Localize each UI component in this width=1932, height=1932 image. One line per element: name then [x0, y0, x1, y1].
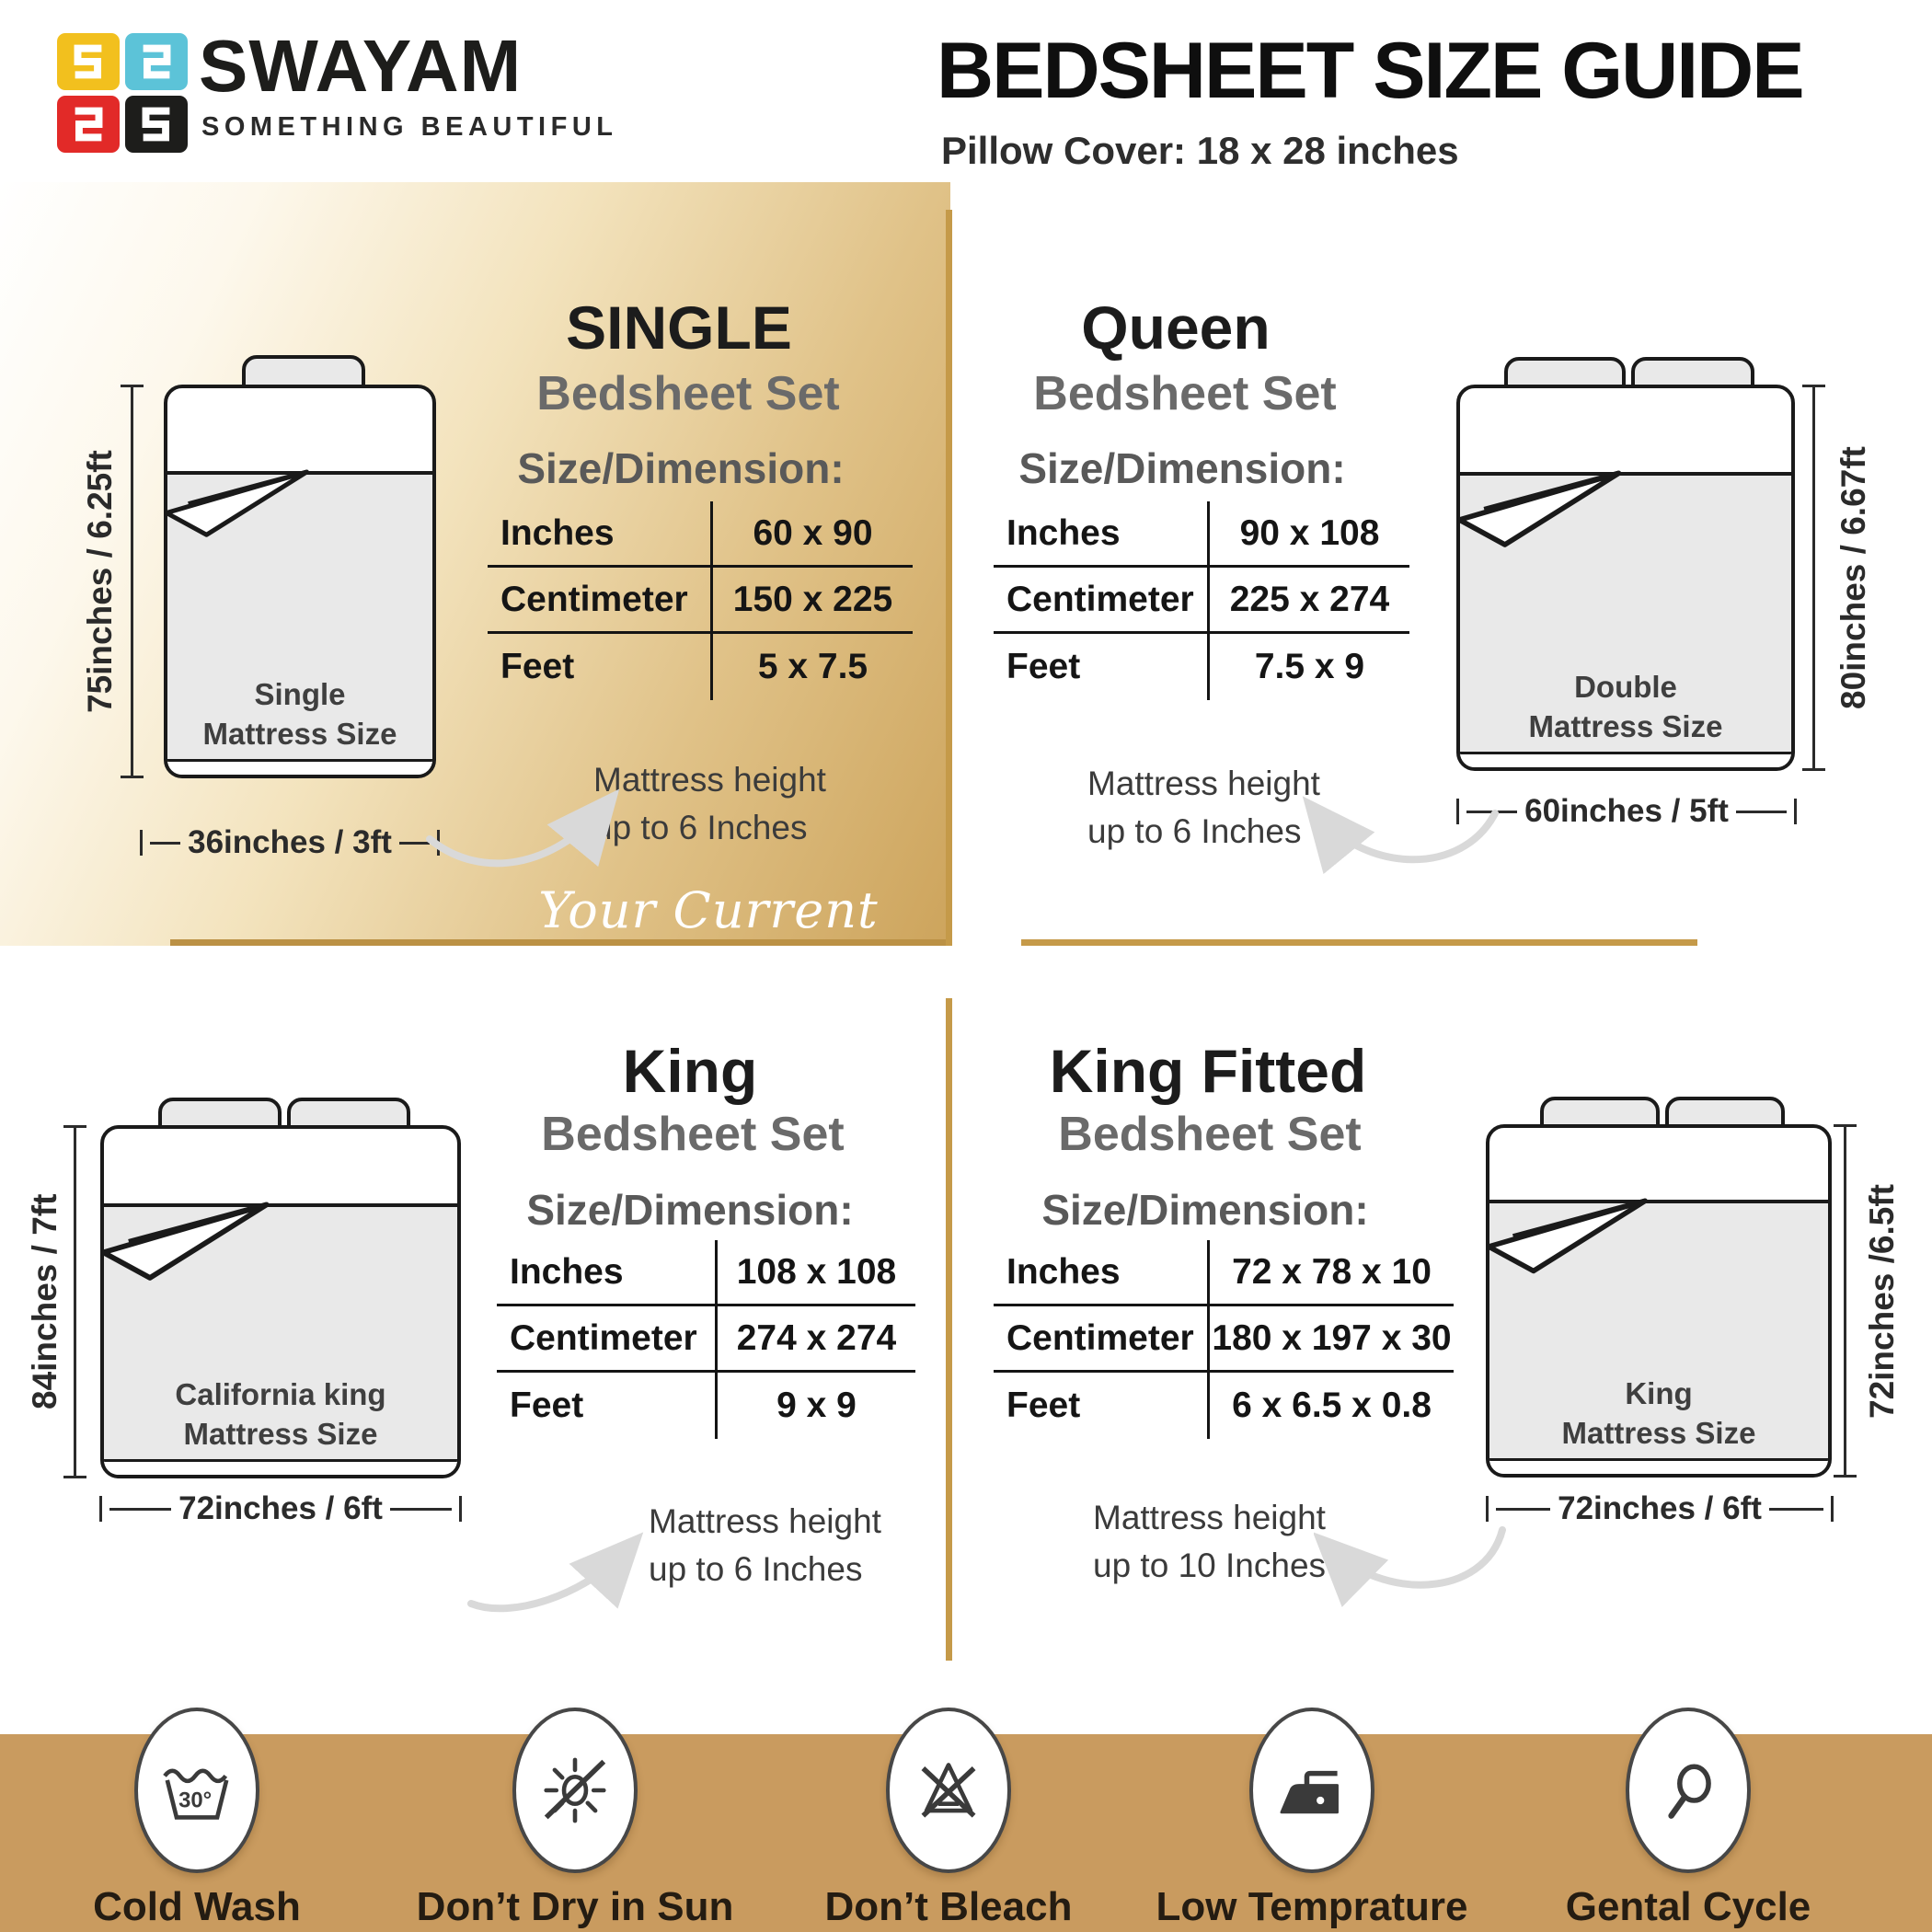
- king-size-table: [497, 1240, 915, 1439]
- king-fitted-size-table: [994, 1240, 1454, 1439]
- table-unit: Centimeter: [488, 568, 710, 634]
- note-arrow: [1302, 784, 1509, 885]
- logo-tile-red: [57, 96, 120, 153]
- bed-frame: [1486, 1124, 1832, 1478]
- no-sun-dry-icon: [512, 1708, 638, 1873]
- current-selection-label: Your Current Selection: [538, 881, 879, 997]
- brand-name: SWAYAM: [199, 25, 523, 107]
- king-size-heading: Size/Dimension:: [526, 1186, 854, 1234]
- mattress-label: [1460, 668, 1791, 747]
- table-unit: Inches: [994, 1240, 1207, 1306]
- table-unit: Inches: [488, 501, 710, 568]
- table-value: 72 x 78 x 10: [1207, 1240, 1454, 1306]
- width-dimension-label: 72inches / 6ft: [178, 1490, 383, 1526]
- mattress-label-line1: California king: [175, 1377, 386, 1412]
- bed-base: [1489, 1458, 1828, 1474]
- bed-base: [167, 759, 432, 775]
- mattress-label-line2: Mattress Size: [1561, 1416, 1756, 1451]
- care-item-cold-wash: [31, 1708, 362, 1930]
- mattress-label-line1: King: [1625, 1376, 1693, 1411]
- height-dimension-line: [131, 385, 133, 778]
- bed-frame: [100, 1125, 461, 1478]
- top-quadrant-divider: [946, 210, 952, 946]
- mattress-label-line2: Mattress Size: [183, 1417, 378, 1452]
- table-value: 225 x 274: [1207, 568, 1409, 634]
- height-dimension-line: [1844, 1124, 1846, 1478]
- logo-tile-yellow: [57, 33, 120, 90]
- bed-base: [104, 1459, 457, 1475]
- table-value: 180 x 197 x 30: [1207, 1306, 1454, 1373]
- table-value: 60 x 90: [710, 501, 913, 568]
- care-item-iron-low: [1146, 1708, 1478, 1930]
- mattress-label-line1: Double: [1574, 670, 1677, 705]
- no-bleach-icon: [886, 1708, 1011, 1873]
- height-dimension-label: 72inches /6.5ft: [1863, 1183, 1901, 1419]
- height-dimension-line: [1812, 385, 1815, 771]
- table-unit: Feet: [1006, 647, 1081, 686]
- pillow-cover-note: Pillow Cover: 18 x 28 inches: [941, 129, 1459, 172]
- wash-30-icon: [134, 1708, 259, 1873]
- care-item-no-sun-dry: [409, 1708, 741, 1930]
- sheet-fold-icon: [1487, 1198, 1650, 1299]
- mattress-label: [167, 675, 432, 754]
- note-line1: Mattress height: [649, 1502, 881, 1540]
- note-line2: up to 6 Inches: [593, 808, 808, 846]
- queen-size-heading: Size/Dimension:: [1018, 444, 1346, 492]
- queen-bed-diagram: [1456, 385, 1795, 771]
- height-dimension-label: 80inches / 6.67ft: [1834, 446, 1872, 709]
- king-fitted-title: King Fitted: [1049, 1037, 1367, 1105]
- brand-tagline: SOMETHING BEAUTIFUL: [201, 112, 618, 142]
- table-unit: Inches: [497, 1240, 715, 1306]
- king-fitted-size-heading: Size/Dimension:: [1041, 1186, 1369, 1234]
- height-dimension-line: [74, 1125, 76, 1478]
- note-arrow: [460, 1523, 644, 1619]
- bed-frame: [164, 385, 436, 778]
- table-value: 108 x 108: [715, 1240, 915, 1306]
- mattress-label-line1: Single: [254, 677, 346, 712]
- note-line1: Mattress height: [593, 761, 826, 799]
- table-value: 7.5 x 9: [1207, 634, 1409, 700]
- note-line2: up to 6 Inches: [1087, 811, 1302, 850]
- table-unit: Feet: [510, 1386, 584, 1425]
- queen-size-table: [994, 501, 1409, 700]
- table-unit: Feet: [1006, 1386, 1081, 1425]
- mattress-label-line2: Mattress Size: [1528, 709, 1723, 744]
- mattress-label: [1489, 1374, 1828, 1454]
- mattress-label: [104, 1375, 457, 1455]
- note-arrow: [1314, 1507, 1512, 1608]
- bottom-quadrant-divider: [946, 998, 952, 1661]
- care-label: Don’t Dry in Sun: [416, 1884, 734, 1929]
- width-dimension-label: 36inches / 3ft: [188, 824, 392, 860]
- note-arrow: [416, 784, 623, 885]
- sheet-fold-icon: [165, 469, 310, 560]
- width-dimension: [1486, 1490, 1834, 1527]
- height-dimension-label: 75inches / 6.25ft: [81, 450, 119, 713]
- width-dimension-label: 72inches / 6ft: [1558, 1490, 1762, 1526]
- bed-frame: [1456, 385, 1795, 771]
- king-bed-diagram: [100, 1125, 461, 1478]
- table-unit: Centimeter: [497, 1306, 715, 1373]
- queen-underline: [1021, 939, 1697, 946]
- table-value: 9 x 9: [715, 1373, 915, 1439]
- single-bed-diagram: [164, 385, 436, 778]
- king-title: King: [622, 1037, 758, 1105]
- table-unit: Centimeter: [994, 568, 1207, 634]
- king-subtitle: Bedsheet Set: [541, 1108, 845, 1161]
- table-value: 6 x 6.5 x 0.8: [1207, 1373, 1454, 1439]
- height-dimension-label: 84inches / 7ft: [26, 1193, 63, 1410]
- queen-title: Queen: [1081, 293, 1271, 362]
- iron-low-icon: [1249, 1708, 1374, 1873]
- king-mattress-note: [649, 1498, 934, 1593]
- queen-subtitle: Bedsheet Set: [1033, 367, 1337, 420]
- bed-base: [1460, 752, 1791, 767]
- table-unit: Centimeter: [994, 1306, 1207, 1373]
- note-line1: Mattress height: [1087, 765, 1320, 802]
- table-value: 90 x 108: [1207, 501, 1409, 568]
- care-item-gentle-cycle: [1523, 1708, 1854, 1930]
- logo-tile-black: [125, 96, 188, 153]
- logo-key-5-icon: [65, 40, 111, 83]
- note-line2: up to 10 Inches: [1093, 1546, 1327, 1584]
- single-mattress-note: [593, 756, 869, 852]
- table-unit: Inches: [994, 501, 1207, 568]
- logo-key-2-icon: [133, 40, 179, 83]
- width-dimension: [99, 1490, 462, 1527]
- mattress-label-line2: Mattress Size: [202, 717, 397, 752]
- sheet-fold-icon: [1457, 470, 1623, 574]
- care-label: Cold Wash: [93, 1884, 301, 1929]
- care-label: Low Temprature: [1156, 1884, 1468, 1929]
- logo-tile-cyan: [125, 33, 188, 90]
- wash-temp-label: 30°: [178, 1788, 213, 1813]
- note-line2: up to 6 Inches: [649, 1549, 863, 1588]
- note-line1: Mattress height: [1093, 1499, 1326, 1536]
- single-size-heading: Size/Dimension:: [517, 444, 845, 492]
- single-size-table: [488, 501, 913, 700]
- sheet-fold-icon: [101, 1202, 270, 1307]
- width-dimension-label: 60inches / 5ft: [1524, 793, 1729, 829]
- table-value: 274 x 274: [715, 1306, 915, 1373]
- logo-key-2-icon: [65, 103, 111, 145]
- table-value: 5 x 7.5: [710, 634, 913, 700]
- logo-key-5-icon: [133, 103, 179, 145]
- page-title: BEDSHEET SIZE GUIDE: [937, 27, 1803, 115]
- width-dimension: [140, 824, 440, 861]
- care-label: Don’t Bleach: [824, 1884, 1073, 1929]
- king-fitted-bed-diagram: [1486, 1124, 1832, 1478]
- table-value: 150 x 225: [710, 568, 913, 634]
- care-label: Gental Cycle: [1565, 1884, 1811, 1929]
- single-title: SINGLE: [566, 293, 792, 362]
- brand-logo: [57, 33, 188, 153]
- care-item-no-bleach: [783, 1708, 1114, 1930]
- king-fitted-subtitle: Bedsheet Set: [1058, 1108, 1362, 1161]
- table-unit: Feet: [500, 647, 575, 686]
- single-subtitle: Bedsheet Set: [536, 367, 840, 420]
- gentle-cycle-icon: [1626, 1708, 1751, 1873]
